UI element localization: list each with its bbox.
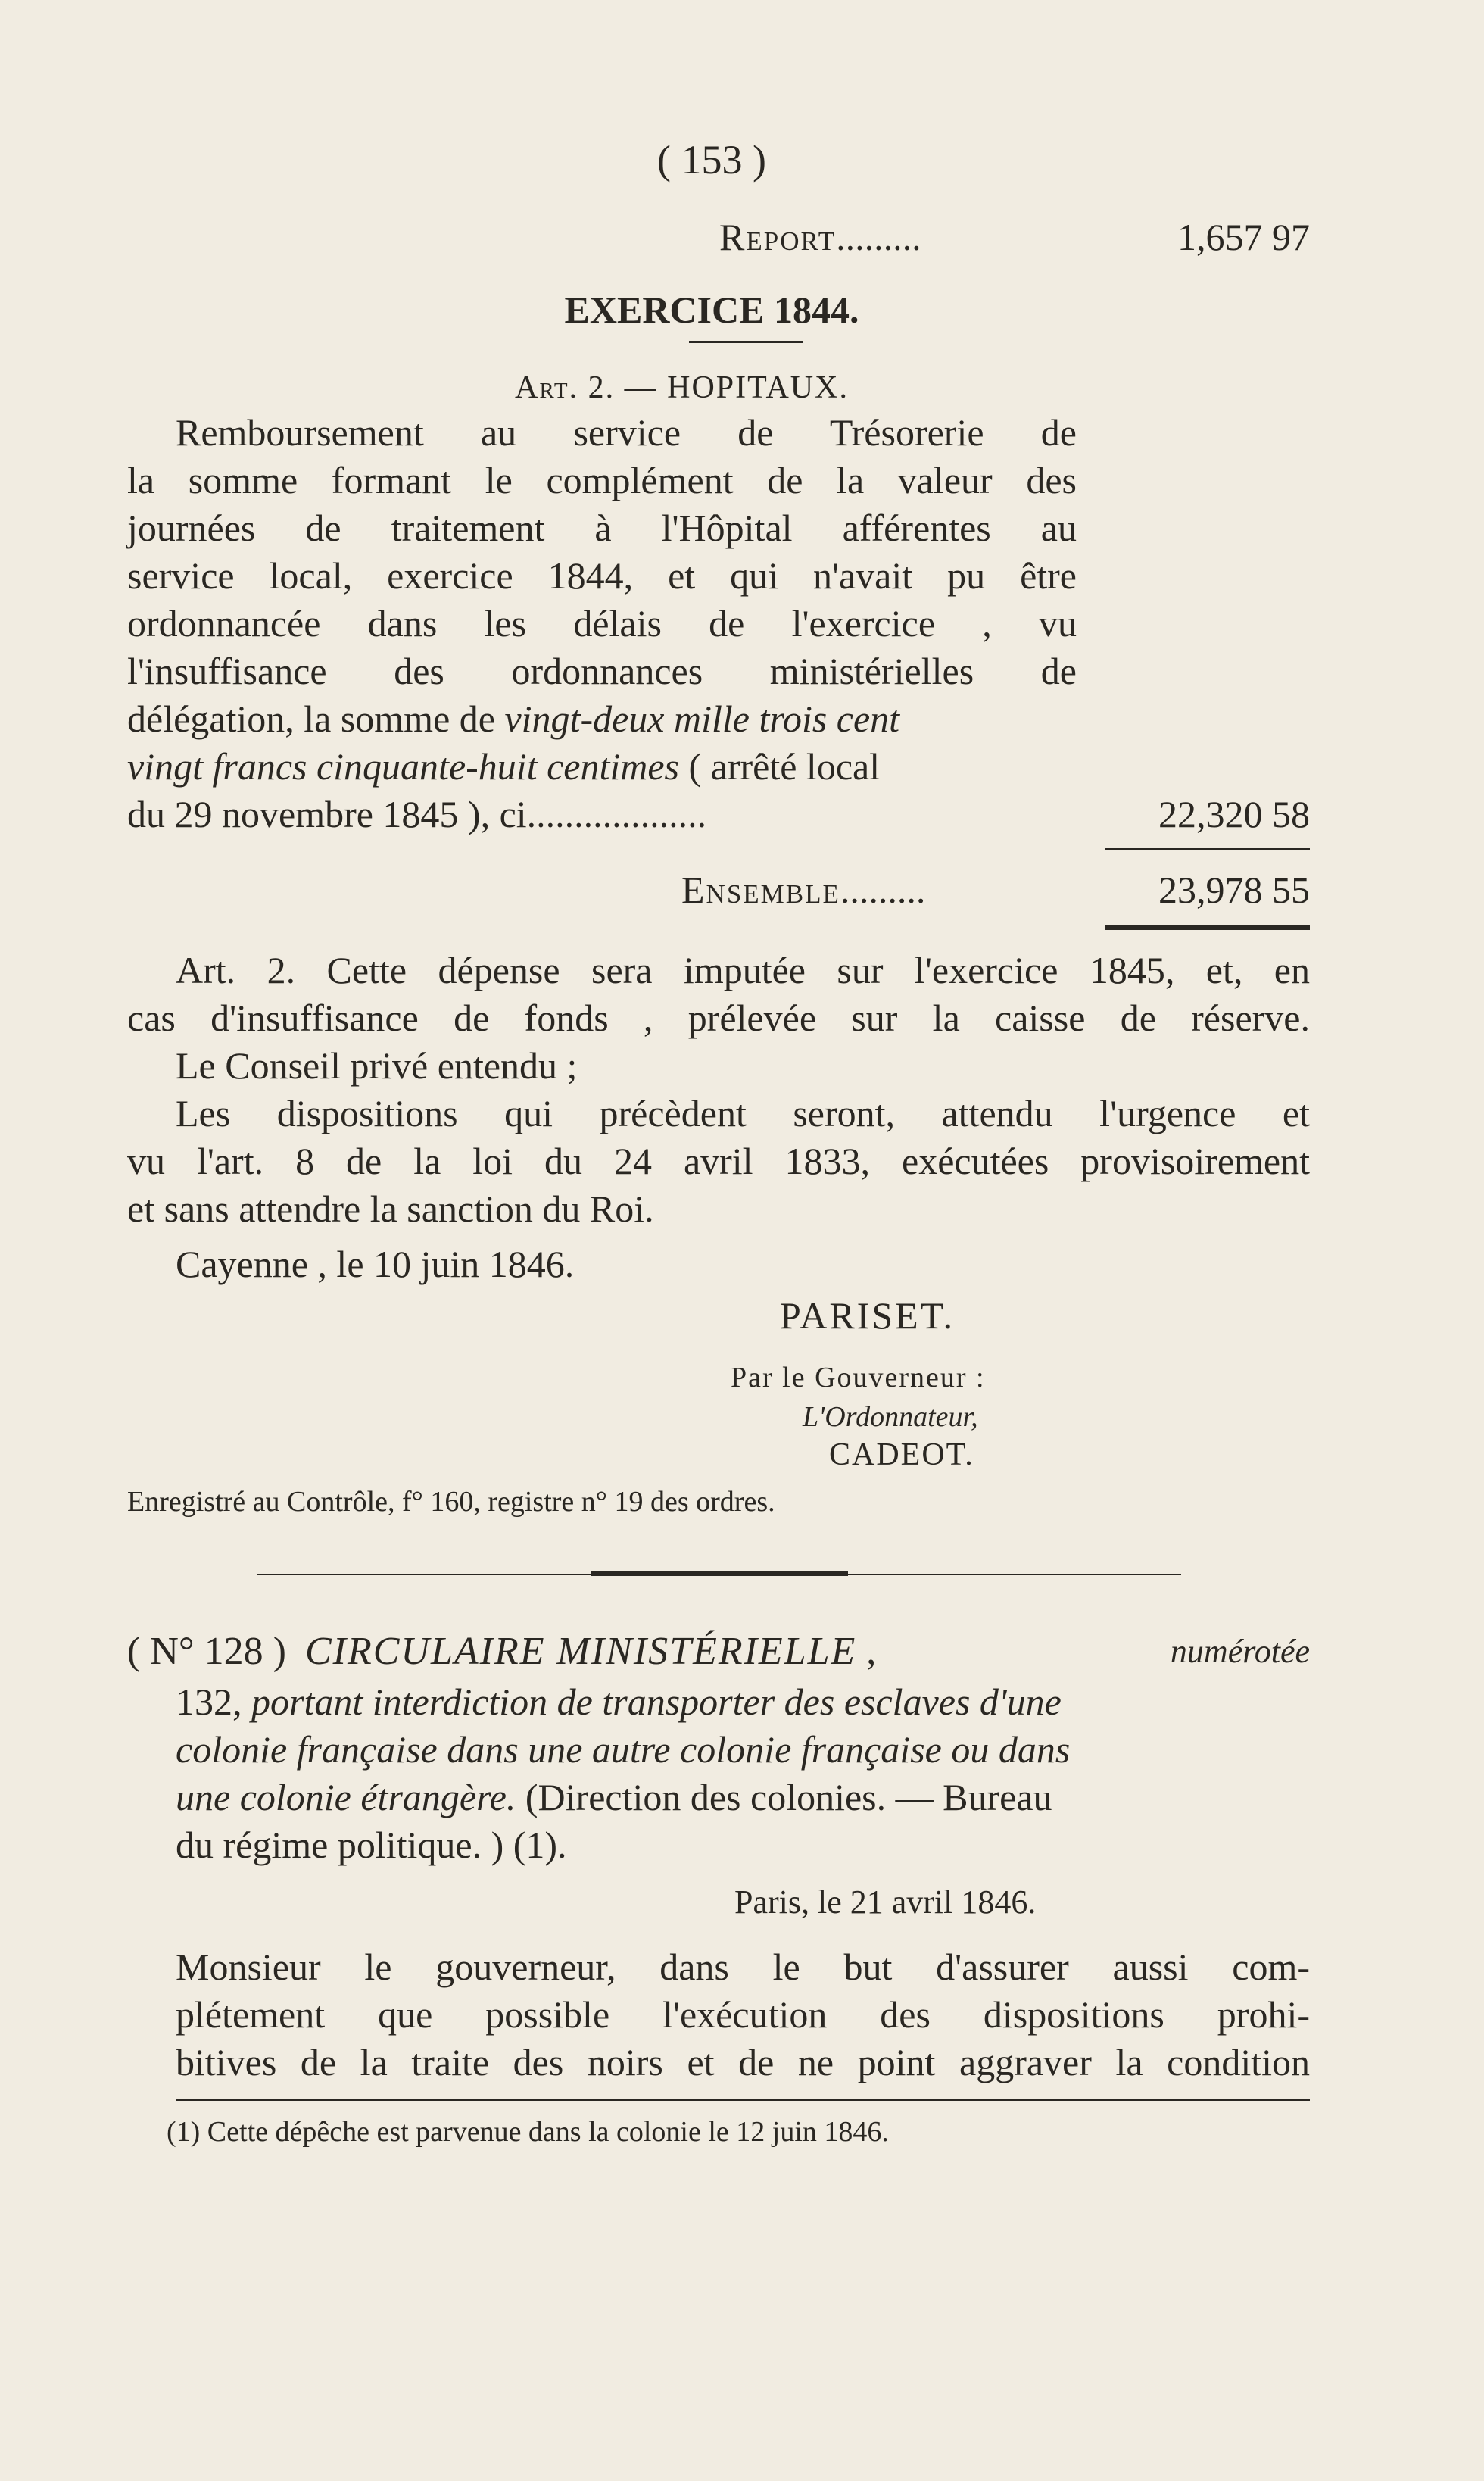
report-amount: 1,657 97 bbox=[1177, 216, 1310, 258]
monsieur-line-2: plétement que possible l'exécution des dispositions prohi- bbox=[176, 1993, 1310, 2036]
ensemble-rule bbox=[1105, 925, 1310, 930]
reimb-line-8 bbox=[127, 743, 1077, 790]
section-separator-center bbox=[591, 1571, 848, 1576]
reimb-line-8-italic: vingt francs cinquante-huit centimes bbox=[127, 745, 680, 788]
circulaire-line-3: colonie française dans une autre colonie française ou dans bbox=[176, 1728, 1071, 1771]
circulaire-line-2-italic: portant interdiction de transporter des esclaves d'une bbox=[251, 1681, 1062, 1723]
dispositions-line-3: et sans attendre la sanction du Roi. bbox=[127, 1187, 654, 1230]
circulaire-line-5: du régime politique. ) (1). bbox=[176, 1824, 567, 1866]
reimb-line-1: Remboursement au service de Trésorerie de bbox=[176, 411, 1077, 454]
reimb-line-2: la somme formant le complément de la valeur des bbox=[127, 459, 1077, 501]
enregistre: Enregistré au Contrôle, f° 160, registre n° 19 des ordres. bbox=[127, 1486, 775, 1518]
reimb-line-6: l'insuffisance des ordonnances ministérielles de bbox=[127, 650, 1077, 692]
circulaire-numerotee: numérotée bbox=[1170, 1633, 1310, 1670]
ordonnateur: L'Ordonnateur, bbox=[803, 1401, 978, 1433]
reimb-dots: ................... bbox=[526, 793, 707, 835]
signature: PARISET. bbox=[780, 1294, 956, 1337]
reimb-total-row bbox=[127, 791, 1310, 838]
art2-line-1: Art. 2. Cette dépense sera imputée sur l'exercice 1845, et, en bbox=[176, 949, 1310, 991]
sum-rule bbox=[1105, 848, 1310, 850]
conseil-line: Le Conseil privé entendu ; bbox=[176, 1044, 578, 1087]
circulaire-line-4 bbox=[176, 1774, 1052, 1821]
circulaire-comma: , bbox=[856, 1630, 877, 1673]
circulaire-line-2 bbox=[176, 1678, 1310, 1725]
report-label: Report bbox=[719, 216, 837, 258]
monsieur-line-3: bitives de la traite des noirs et de ne point aggraver la condition bbox=[176, 2041, 1310, 2083]
ensemble-label: Ensemble bbox=[681, 869, 840, 911]
ensemble-dots: ......... bbox=[840, 869, 926, 911]
title-rule bbox=[689, 341, 803, 343]
monsieur-line-1: Monsieur le gouverneur, dans le but d'assurer aussi com- bbox=[176, 1946, 1310, 1988]
reimb-line-7-text: délégation, la somme de bbox=[127, 697, 505, 740]
art-heading: Art. 2. — HOPITAUX. bbox=[515, 370, 849, 405]
dispositions-line-2: vu l'art. 8 de la loi du 24 avril 1833, exécutées provisoirement bbox=[127, 1140, 1310, 1182]
reimb-line-7 bbox=[127, 695, 1077, 742]
footnote-rule bbox=[176, 2099, 1310, 2101]
reimb-amount: 22,320 58 bbox=[1158, 793, 1310, 835]
par-gouverneur: Par le Gouverneur : bbox=[731, 1362, 986, 1393]
report-dots: ......... bbox=[836, 216, 921, 258]
report-row bbox=[719, 214, 1310, 261]
art2-line-2: cas d'insuffisance de fonds , prélevée sur la caisse de réserve. bbox=[127, 997, 1310, 1039]
place-date: Cayenne , le 10 juin 1846. bbox=[176, 1243, 575, 1285]
reimb-line-5: ordonnancée dans les délais de l'exercice , vu bbox=[127, 602, 1077, 644]
circulaire-title: CIRCULAIRE MINISTÉRIELLE bbox=[304, 1630, 857, 1673]
cadeot: CADEOT. bbox=[829, 1437, 974, 1472]
page-number: ( 153 ) bbox=[657, 137, 766, 183]
reimb-line-3: journées de traitement à l'Hôpital afférentes au bbox=[127, 507, 1077, 549]
paris-date: Paris, le 21 avril 1846. bbox=[734, 1883, 1037, 1921]
ensemble-row bbox=[681, 866, 1310, 913]
reimb-line-9: du 29 novembre 1845 ), ci bbox=[127, 793, 527, 835]
circulaire-number: ( N° 128 ) bbox=[127, 1630, 286, 1673]
reimb-line-7-italic: vingt-deux mille trois cent bbox=[504, 697, 900, 740]
circulaire-132: 132, bbox=[176, 1681, 251, 1723]
reimb-line-4: service local, exercice 1844, et qui n'avait pu être bbox=[127, 554, 1077, 597]
reimb-line-8-text: ( arrêté local bbox=[679, 745, 881, 788]
circulaire-line-4-italic: une colonie étrangère. bbox=[176, 1776, 516, 1818]
footnote: (1) Cette dépêche est parvenue dans la colonie le 12 juin 1846. bbox=[167, 2116, 889, 2148]
ensemble-amount: 23,978 55 bbox=[1158, 869, 1310, 911]
circulaire-line-1 bbox=[127, 1628, 1310, 1675]
exercise-title: EXERCICE 1844. bbox=[564, 289, 859, 331]
circulaire-line-4-text: (Direction des colonies. — Bureau bbox=[516, 1776, 1052, 1818]
dispositions-line-1: Les dispositions qui précèdent seront, attendu l'urgence et bbox=[176, 1092, 1310, 1134]
